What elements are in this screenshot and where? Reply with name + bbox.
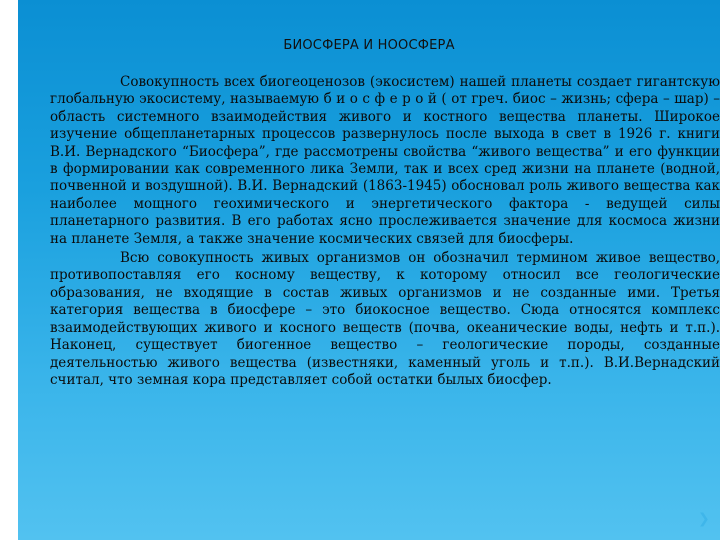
paragraph-2: Всю совокупность живых организмов он обозначил термином живое вещество, противопоставляя его косному веществу, к которому относил все геологические образования, не входящие в состав живых организмов и не созданные ими. Третья категория вещества в биосфере – это биокосное вещество. Сюда относятся комплекс взаимодействующих живого и косного веществ (почва, океанические воды, нефть и т.п.). Наконец, существует биогенное вещество – геологические породы, созданные деятельностью живого вещества (известняки, каменный уголь и т.п.). В.И.Вернадский считал, что земная кора представляет собой остатки былых биосфер.	[50, 250, 720, 388]
slide-body	[50, 74, 720, 389]
slide-background	[18, 0, 720, 540]
slide-title: БИОСФЕРА И НООСФЕРА	[283, 38, 455, 53]
paragraph-1: Совокупность всех биогеоценозов (экосистем) нашей планеты создает гигантскую глобальную экосистему, называемую б и о с ф е р о й ( от греч. биос – жизнь; сфера – шар) – область системного взаимодействия живого и костного вещества планеты. Широкое изучение общепланетарных процессов развернулось после выхода в свет в 1926 г. книги В.И. Вернадского “Биосфера”, где рассмотрены свойства “живого вещества” и его функции в формировании как современного лика Земли, так и всех сред жизни на планете (водной, почвенной и воздушной). В.И. Вернадский (1863-1945) обосновал роль живого вещества как наиболее мощного геохимического и энергетического фактора - ведущей силы планетарного развития. В его работах ясно прослеживается значение для космоса жизни на планете Земля, а также значение космических связей для биосферы.	[50, 74, 720, 247]
arrow-right-icon[interactable]: ❯	[698, 511, 710, 527]
